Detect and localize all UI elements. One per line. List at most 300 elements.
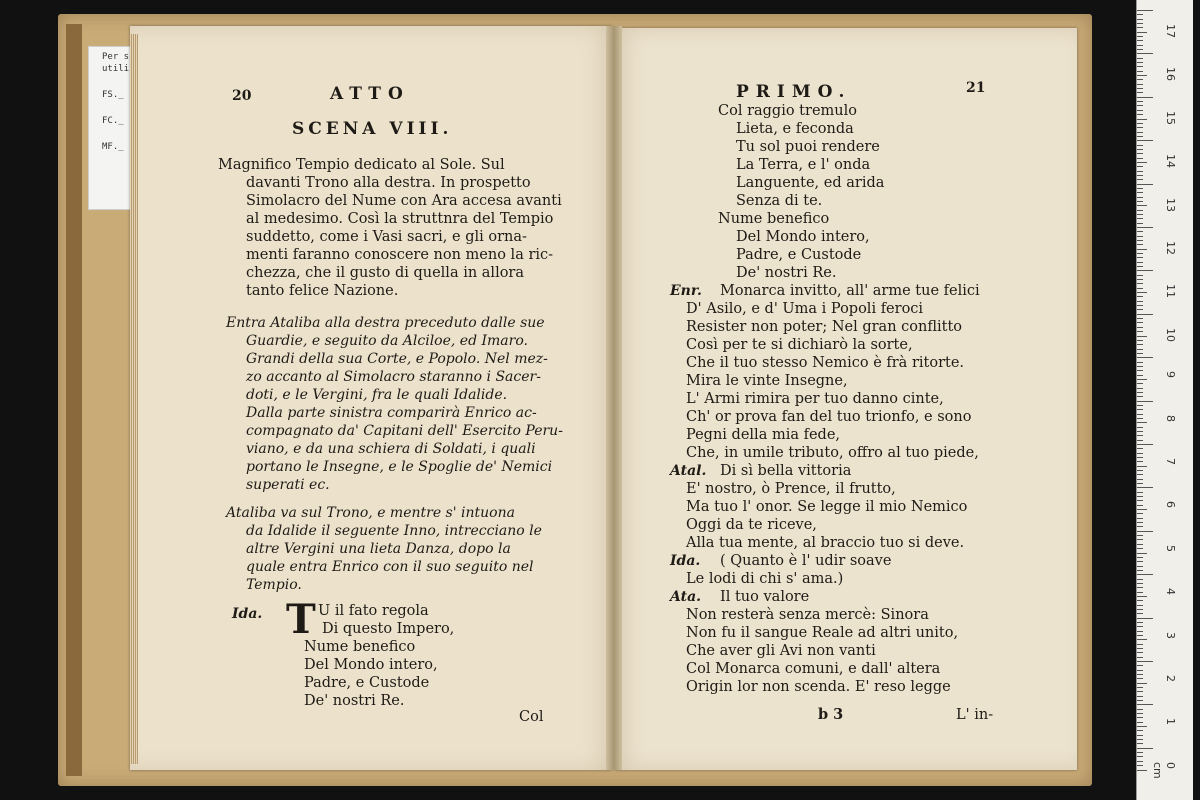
ruler-tick — [1137, 305, 1143, 306]
ruler-tick — [1137, 496, 1143, 497]
ruler-tick — [1137, 579, 1143, 580]
ruler-tick — [1137, 140, 1153, 141]
ruler-tick — [1137, 414, 1143, 415]
ruler-tick — [1137, 513, 1143, 514]
line-text: Lieta, e feconda — [736, 121, 854, 137]
ruler-tick — [1137, 756, 1143, 757]
ruler-tick — [1137, 327, 1143, 328]
ruler-tick — [1137, 592, 1143, 593]
ruler-tick — [1137, 175, 1143, 176]
left-catchword: Col — [519, 709, 544, 725]
ruler-tick — [1137, 205, 1147, 206]
ruler-tick — [1137, 23, 1143, 24]
ruler-label: 2 — [1164, 675, 1177, 682]
ruler-tick — [1137, 722, 1143, 723]
direction-line: altre Vergini una lieta Danza, dopo la — [246, 541, 511, 557]
ruler-tick — [1137, 626, 1143, 627]
direction-line: superati ec. — [246, 477, 330, 493]
ruler-tick — [1137, 544, 1143, 545]
ruler-tick — [1137, 353, 1143, 354]
ruler-tick — [1137, 522, 1143, 523]
line-text: Il tuo valore — [720, 589, 810, 605]
ruler-tick — [1137, 105, 1143, 106]
ruler-tick — [1137, 492, 1143, 493]
ruler-tick — [1137, 184, 1153, 185]
ruler-tick — [1137, 340, 1143, 341]
ruler-tick — [1137, 730, 1143, 731]
ruler-tick — [1137, 314, 1153, 315]
library-slip — [88, 46, 134, 210]
ruler-tick — [1137, 618, 1153, 619]
ruler-tick — [1137, 19, 1143, 20]
ruler-tick — [1137, 136, 1143, 137]
line-text: Pegni della mia fede, — [686, 427, 841, 443]
line-text: Tu sol puoi rendere — [736, 139, 880, 155]
ruler-tick — [1137, 704, 1153, 705]
ruler-tick — [1137, 231, 1143, 232]
ruler-label: 1 — [1164, 718, 1177, 726]
verse-line — [676, 390, 980, 408]
scene-title: SCENA VIII. — [292, 119, 453, 139]
ruler-label: 4 — [1164, 588, 1177, 596]
direction-line: Grandi della sua Corte, e Popolo. Nel mez- — [246, 351, 548, 367]
ruler-tick — [1137, 665, 1143, 666]
ruler-label: 14 — [1164, 154, 1177, 169]
ruler-tick — [1137, 483, 1143, 484]
ruler-tick — [1137, 566, 1143, 567]
ruler-tick — [1137, 336, 1147, 337]
slip-line: FS._ — [102, 90, 124, 100]
verse-line — [676, 516, 980, 534]
verse-line — [676, 480, 980, 498]
ruler-tick — [1137, 457, 1143, 458]
verse-line — [676, 246, 980, 264]
ruler-tick — [1137, 700, 1143, 701]
ruler-tick — [1137, 171, 1143, 172]
description-line: al medesimo. Così la struttnra del Tempio — [246, 211, 554, 227]
ruler-tick — [1137, 557, 1143, 558]
ruler-tick — [1137, 288, 1143, 289]
ruler-tick — [1137, 409, 1143, 410]
stage-direction-throne — [226, 504, 542, 594]
ruler-tick — [1137, 605, 1143, 606]
line-text: Monarca invitto, all' arme tue felici — [720, 283, 980, 299]
verse-line — [676, 372, 980, 390]
ruler-tick — [1137, 713, 1143, 714]
verse-line — [676, 102, 980, 120]
ruler-tick — [1137, 405, 1143, 406]
ruler-tick — [1137, 678, 1143, 679]
line-text: Col Monarca comuni, e dall' altera — [686, 661, 941, 677]
ruler-tick — [1137, 548, 1143, 549]
right-page-number: 21 — [966, 80, 986, 96]
ruler-tick — [1137, 375, 1143, 376]
line-text: Languente, ed arida — [736, 175, 885, 191]
ruler-tick — [1137, 553, 1147, 554]
ruler-tick — [1137, 717, 1143, 718]
ruler-tick — [1137, 132, 1143, 133]
line-text: ( Quanto è l' udir soave — [720, 553, 892, 569]
ruler-tick — [1137, 166, 1143, 167]
ruler-label: 17 — [1164, 24, 1177, 38]
ruler-label: 3 — [1164, 631, 1177, 639]
ruler-tick — [1137, 526, 1143, 527]
ruler-label: 11 — [1164, 284, 1177, 299]
verse-line — [676, 498, 980, 516]
verse-line: De' nostri Re. — [304, 693, 405, 709]
ruler-label: 6 — [1164, 501, 1177, 509]
ruler-tick — [1137, 531, 1153, 532]
description-line: chezza, che il gusto di quella in allora — [246, 265, 525, 281]
ruler-tick — [1137, 62, 1143, 63]
stage-direction-entrance — [226, 314, 563, 494]
ruler-tick — [1137, 748, 1153, 749]
ruler-tick — [1137, 600, 1143, 601]
ruler-tick — [1137, 687, 1143, 688]
line-text: Resister non poter; Nel gran conflitto — [686, 319, 963, 335]
ruler-tick — [1137, 84, 1143, 85]
ruler-tick — [1137, 691, 1143, 692]
description-line: menti faranno conoscere non meno la ric- — [246, 247, 554, 263]
left-running-head: ATTO — [330, 84, 410, 104]
ruler-tick — [1137, 613, 1143, 614]
hymn-verse — [304, 602, 455, 710]
ruler-tick — [1137, 448, 1143, 449]
line-text: Oggi da te riceve, — [686, 517, 817, 533]
description-line: davanti Trono alla destra. In prospetto — [246, 175, 531, 191]
direction-line: da Idalide il seguente Inno, intrecciano le — [246, 523, 542, 539]
verse-line — [676, 624, 980, 642]
ruler-tick — [1137, 422, 1147, 423]
ruler-tick — [1137, 179, 1143, 180]
ruler-tick — [1137, 752, 1143, 753]
line-text: Nume benefico — [718, 211, 830, 227]
direction-line: Tempio. — [246, 577, 302, 593]
ruler-tick — [1137, 639, 1147, 640]
ruler-tick — [1137, 10, 1153, 11]
ruler-tick — [1137, 661, 1153, 662]
ruler-tick — [1137, 539, 1143, 540]
ruler-tick — [1137, 487, 1153, 488]
ruler-tick — [1137, 110, 1143, 111]
ruler-tick — [1137, 88, 1143, 89]
line-text: Così per te si dichiarò la sorte, — [686, 337, 913, 353]
book-gutter — [606, 26, 622, 770]
ruler-tick — [1137, 40, 1143, 41]
line-text: Ma tuo l' onor. Se legge il mio Nemico — [686, 499, 968, 515]
ruler-tick — [1137, 275, 1143, 276]
ruler-tick — [1137, 474, 1143, 475]
verse-line — [676, 534, 980, 552]
ruler-tick — [1137, 192, 1143, 193]
ruler-tick — [1137, 223, 1143, 224]
ruler-tick — [1137, 622, 1143, 623]
verse-line — [670, 282, 980, 300]
ruler-tick — [1137, 123, 1143, 124]
ruler-tick — [1137, 518, 1143, 519]
slip-line: utili — [102, 64, 130, 74]
verse-line: Padre, e Custode — [304, 675, 430, 691]
ruler-tick — [1137, 670, 1143, 671]
line-text: Del Mondo intero, — [736, 229, 870, 245]
verse-line — [676, 264, 980, 282]
description-line: suddetto, come i Vasi sacri, e gli orna- — [246, 229, 527, 245]
ruler-tick — [1137, 66, 1143, 67]
ruler-tick — [1137, 32, 1147, 33]
line-text: Di sì bella vittoria — [720, 463, 852, 479]
ruler-label: 13 — [1164, 197, 1177, 212]
ruler-tick — [1137, 53, 1153, 54]
ruler-tick — [1137, 244, 1143, 245]
ruler-tick — [1137, 201, 1143, 202]
ruler-tick — [1137, 309, 1143, 310]
ruler-tick — [1137, 49, 1143, 50]
ruler-tick — [1137, 127, 1143, 128]
ruler-tick — [1137, 635, 1143, 636]
ruler-tick — [1137, 743, 1143, 744]
verse-line — [676, 156, 980, 174]
verse-line — [676, 174, 980, 192]
description-line: Magnifico Tempio dedicato al Sole. Sul — [218, 157, 505, 173]
ruler-label: 5 — [1164, 544, 1177, 552]
ruler-tick — [1137, 296, 1143, 297]
direction-line: Ataliba va sul Trono, e mentre s' intuona — [226, 505, 515, 521]
ruler-tick — [1137, 418, 1143, 419]
left-page-number: 20 — [232, 88, 252, 104]
line-text: D' Asilo, e d' Uma i Popoli feroci — [686, 301, 924, 317]
measurement-ruler — [1136, 0, 1193, 800]
ruler-tick — [1137, 427, 1143, 428]
ruler-tick — [1137, 370, 1143, 371]
ruler-tick — [1137, 101, 1143, 102]
direction-line: compagnato da' Capitani dell' Esercito Peru- — [246, 423, 563, 439]
line-text: La Terra, e l' onda — [736, 157, 871, 173]
ruler-tick — [1137, 674, 1143, 675]
ruler-tick — [1137, 440, 1143, 441]
ruler-tick — [1137, 266, 1143, 267]
verse-line — [676, 426, 980, 444]
ruler-tick — [1137, 318, 1143, 319]
ruler-tick — [1137, 379, 1147, 380]
ruler-tick — [1137, 392, 1143, 393]
ruler-tick — [1137, 27, 1143, 28]
ruler-tick — [1137, 92, 1143, 93]
ruler-label: 10 — [1164, 327, 1177, 342]
ruler-tick — [1137, 500, 1143, 501]
ruler-tick — [1137, 596, 1147, 597]
right-catchword: L' in- — [956, 707, 994, 723]
drop-cap: T — [286, 596, 316, 643]
ruler-tick — [1137, 383, 1143, 384]
direction-line: Dalla parte sinistra comparirà Enrico ac- — [246, 405, 537, 421]
ruler-tick — [1137, 505, 1143, 506]
ruler-tick — [1137, 479, 1143, 480]
direction-line: portano le Insegne, e le Spoglie de' Nemici — [246, 459, 553, 475]
ruler-tick — [1137, 466, 1147, 467]
direction-line: zo accanto al Simolacro staranno i Sacer- — [246, 369, 541, 385]
verse-line — [670, 462, 980, 480]
line-text: Col raggio tremulo — [718, 103, 857, 119]
verse-line: Del Mondo intero, — [304, 657, 438, 673]
ruler-tick — [1137, 396, 1143, 397]
ruler-tick — [1137, 270, 1153, 271]
verse-line: Di questo Impero, — [322, 621, 455, 637]
ruler-tick — [1137, 696, 1143, 697]
line-text: Non resterà senza mercè: Sinora — [686, 607, 929, 623]
ruler-tick — [1137, 214, 1143, 215]
line-text: Origin lor non scenda. E' reso legge — [686, 679, 951, 695]
ruler-tick — [1137, 188, 1143, 189]
ruler-tick — [1137, 461, 1143, 462]
hymn-speaker: Ida. — [232, 606, 263, 622]
ruler-tick — [1137, 262, 1143, 263]
verse-line — [676, 570, 980, 588]
ruler-tick — [1137, 197, 1143, 198]
ruler-tick — [1137, 726, 1147, 727]
ruler-tick — [1137, 683, 1147, 684]
ruler-tick — [1137, 45, 1143, 46]
direction-line: doti, e le Vergini, fra le quali Idalide. — [246, 387, 508, 403]
verse-line: U il fato regola — [318, 603, 429, 619]
ruler-label: 9 — [1164, 371, 1177, 379]
ruler-tick — [1137, 292, 1147, 293]
ruler-tick — [1137, 648, 1143, 649]
verse-line — [670, 588, 980, 606]
ruler-tick — [1137, 401, 1153, 402]
ruler-label: 0 cm — [1151, 761, 1177, 779]
ruler-tick — [1137, 240, 1143, 241]
speaker-label: Ata. — [670, 589, 702, 605]
verse-line — [670, 552, 980, 570]
ruler-tick — [1137, 735, 1143, 736]
verse-line — [676, 660, 980, 678]
ruler-tick — [1137, 210, 1143, 211]
line-text: Non fu il sangue Reale ad altri unito, — [686, 625, 959, 641]
verse-line — [676, 642, 980, 660]
verse-line: Nume benefico — [304, 639, 416, 655]
direction-line: Entra Ataliba alla destra preceduto dalle sue — [226, 315, 545, 331]
ruler-tick — [1137, 561, 1143, 562]
ruler-label: 8 — [1164, 414, 1177, 422]
speaker-label: Atal. — [670, 463, 707, 479]
verse-line — [676, 300, 980, 318]
line-text: Mira le vinte Insegne, — [686, 373, 848, 389]
ruler-tick — [1137, 257, 1143, 258]
ruler-tick — [1137, 631, 1143, 632]
line-text: De' nostri Re. — [736, 265, 837, 281]
ruler-tick — [1137, 609, 1143, 610]
ruler-tick — [1137, 652, 1143, 653]
verse-line — [676, 192, 980, 210]
right-page-text — [670, 102, 980, 696]
ruler-tick — [1137, 322, 1143, 323]
ruler-tick — [1137, 431, 1143, 432]
verse-line — [676, 210, 980, 228]
ruler-tick — [1137, 301, 1143, 302]
ruler-tick — [1137, 453, 1143, 454]
ruler-tick — [1137, 444, 1153, 445]
ruler-tick — [1137, 162, 1147, 163]
speaker-label: Enr. — [670, 283, 702, 299]
verse-line — [676, 228, 980, 246]
ruler-tick — [1137, 14, 1143, 15]
ruler-tick — [1137, 236, 1143, 237]
line-text: Che il tuo stesso Nemico è frà ritorte. — [686, 355, 965, 371]
line-text: Padre, e Custode — [736, 247, 862, 263]
ruler-tick — [1137, 97, 1153, 98]
ruler-label: 16 — [1164, 67, 1177, 82]
ruler-tick — [1137, 227, 1153, 228]
ruler-tick — [1137, 362, 1143, 363]
ruler-tick — [1137, 283, 1143, 284]
ruler-tick — [1137, 218, 1143, 219]
ruler-label: 12 — [1164, 241, 1177, 255]
ruler-tick — [1137, 249, 1147, 250]
direction-line: viano, e da una schiera di Soldati, i quali — [246, 441, 536, 457]
ruler-tick — [1137, 657, 1143, 658]
ruler-tick — [1137, 761, 1143, 762]
ruler-tick — [1137, 149, 1143, 150]
line-text: Senza di te. — [736, 193, 823, 209]
ruler-tick — [1137, 145, 1143, 146]
signature-mark: b 3 — [818, 706, 844, 723]
ruler-tick — [1137, 435, 1143, 436]
ruler-tick — [1137, 344, 1143, 345]
ruler-tick — [1137, 770, 1147, 771]
ruler-tick — [1137, 765, 1143, 766]
ruler-tick — [1137, 644, 1143, 645]
ruler-tick — [1137, 349, 1143, 350]
description-line: Simolacro del Nume con Ara accesa avanti — [246, 193, 562, 209]
verse-line — [676, 354, 980, 372]
verse-line — [676, 120, 980, 138]
line-text: L' Armi rimira per tuo danno cinte, — [686, 391, 944, 407]
line-text: E' nostro, ò Prence, il frutto, — [686, 481, 896, 497]
ruler-tick — [1137, 79, 1143, 80]
verse-line — [676, 138, 980, 156]
ruler-tick — [1137, 739, 1143, 740]
speaker-label: Ida. — [670, 553, 701, 569]
ruler-tick — [1137, 574, 1153, 575]
line-text: Alla tua mente, al braccio tuo si deve. — [686, 535, 965, 551]
ruler-tick — [1137, 36, 1143, 37]
ruler-tick — [1137, 119, 1147, 120]
ruler-tick — [1137, 331, 1143, 332]
ruler-tick — [1137, 158, 1143, 159]
board-spine-shadow — [66, 24, 82, 776]
ruler-tick — [1137, 71, 1143, 72]
ruler-tick — [1137, 388, 1143, 389]
line-text: Ch' or prova fan del tuo trionfo, e sono — [686, 409, 972, 425]
ruler-tick — [1137, 470, 1143, 471]
ruler-tick — [1137, 114, 1143, 115]
direction-line: Guardie, e seguito da Alciloe, ed Imaro. — [246, 333, 528, 349]
verse-line — [676, 318, 980, 336]
ruler-tick — [1137, 570, 1143, 571]
line-text: Le lodi di chi s' ama.) — [686, 571, 844, 587]
verse-line — [676, 336, 980, 354]
direction-line: quale entra Enrico con il suo seguito nel — [246, 559, 534, 575]
ruler-tick — [1137, 587, 1143, 588]
description-line: tanto felice Nazione. — [246, 283, 399, 299]
slip-line: Per s — [102, 52, 130, 62]
ruler-tick — [1137, 75, 1147, 76]
ruler-tick — [1137, 709, 1143, 710]
ruler-tick — [1137, 366, 1143, 367]
scene-description — [218, 156, 562, 300]
verse-line — [676, 444, 980, 462]
ruler-tick — [1137, 253, 1143, 254]
